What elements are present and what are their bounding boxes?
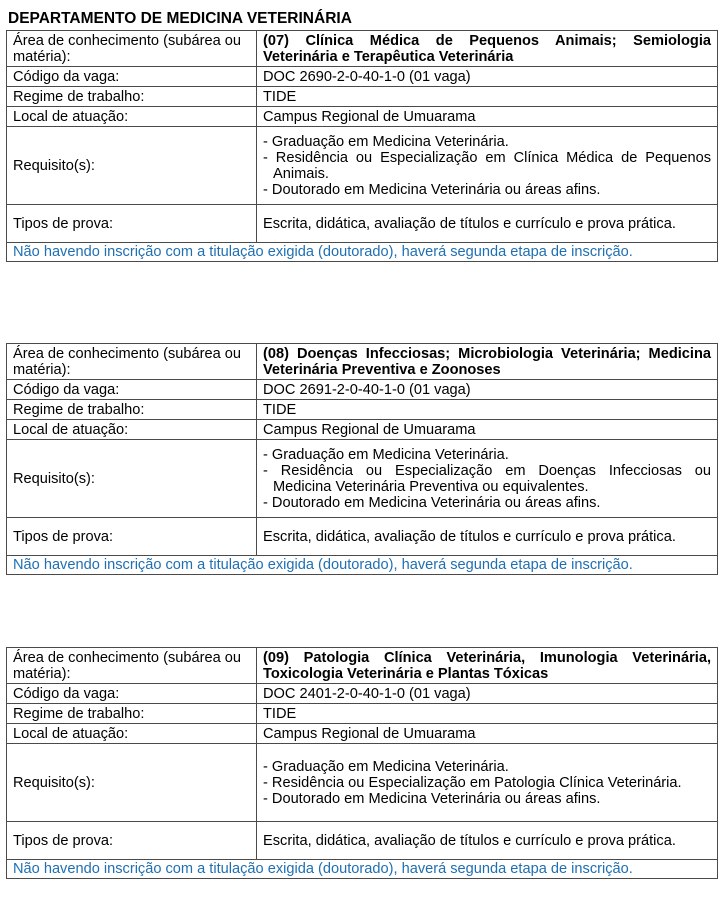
regime-label: Regime de trabalho: (7, 704, 257, 724)
local-value: Campus Regional de Umuarama (257, 724, 718, 744)
requisito-item: - Graduação em Medicina Veterinária. (263, 446, 509, 463)
requisitos-label: Requisito(s): (7, 744, 257, 822)
codigo-value: DOC 2691-2-0-40-1-0 (01 vaga) (257, 380, 718, 400)
vaga-table-07 (6, 30, 718, 262)
requisitos-label: Requisito(s): (7, 127, 257, 205)
requisito-item: - Graduação em Medicina Veterinária. (263, 758, 509, 775)
tipos-label: Tipos de prova: (7, 518, 257, 556)
area-value: (07) Clínica Médica de Pequenos Animais; Semiologia Veterinária e Terapêutica Veterinária (257, 31, 718, 67)
requisitos-value (257, 440, 718, 518)
area-label: Área de conhecimento (subárea ou matéria): (7, 344, 257, 380)
regime-value: TIDE (257, 400, 718, 420)
regime-label: Regime de trabalho: (7, 400, 257, 420)
codigo-value: DOC 2690-2-0-40-1-0 (01 vaga) (257, 67, 718, 87)
area-value: (09) Patologia Clínica Veterinária, Imunologia Veterinária, Toxicologia Veterinária e Plantas Tóxicas (257, 648, 718, 684)
local-value: Campus Regional de Umuarama (257, 420, 718, 440)
department-title: DEPARTAMENTO DE MEDICINA VETERINÁRIA (8, 10, 352, 27)
requisito-item: - Doutorado em Medicina Veterinária ou áreas afins. (263, 494, 601, 511)
codigo-value: DOC 2401-2-0-40-1-0 (01 vaga) (257, 684, 718, 704)
requisito-item: - Residência ou Especialização em Doenças Infecciosas ou Medicina Veterinária Preventiva ou equivalentes. (263, 462, 711, 495)
nota-segunda-etapa: Não havendo inscrição com a titulação exigida (doutorado), haverá segunda etapa de inscrição. (7, 556, 718, 575)
requisitos-label: Requisito(s): (7, 440, 257, 518)
requisitos-value (257, 127, 718, 205)
requisito-item: - Residência ou Especialização em Clínica Médica de Pequenos Animais. (263, 149, 711, 182)
requisito-item: - Doutorado em Medicina Veterinária ou áreas afins. (263, 181, 601, 198)
codigo-label: Código da vaga: (7, 67, 257, 87)
requisito-item: - Doutorado em Medicina Veterinária ou áreas afins. (263, 790, 601, 807)
tipos-label: Tipos de prova: (7, 205, 257, 243)
nota-segunda-etapa: Não havendo inscrição com a titulação exigida (doutorado), haverá segunda etapa de inscrição. (7, 243, 718, 262)
codigo-label: Código da vaga: (7, 380, 257, 400)
regime-label: Regime de trabalho: (7, 87, 257, 107)
nota-segunda-etapa: Não havendo inscrição com a titulação exigida (doutorado), haverá segunda etapa de inscrição. (7, 860, 718, 879)
vaga-table-08 (6, 343, 718, 575)
tipos-value: Escrita, didática, avaliação de títulos e currículo e prova prática. (257, 205, 718, 243)
local-value: Campus Regional de Umuarama (257, 107, 718, 127)
requisitos-value (257, 744, 718, 822)
local-label: Local de atuação: (7, 724, 257, 744)
tipos-value: Escrita, didática, avaliação de títulos e currículo e prova prática. (257, 518, 718, 556)
tipos-value: Escrita, didática, avaliação de títulos e currículo e prova prática. (257, 822, 718, 860)
area-label: Área de conhecimento (subárea ou matéria): (7, 31, 257, 67)
area-value: (08) Doenças Infecciosas; Microbiologia Veterinária; Medicina Veterinária Preventiva e Zoonoses (257, 344, 718, 380)
regime-value: TIDE (257, 87, 718, 107)
tipos-label: Tipos de prova: (7, 822, 257, 860)
regime-value: TIDE (257, 704, 718, 724)
codigo-label: Código da vaga: (7, 684, 257, 704)
area-label: Área de conhecimento (subárea ou matéria): (7, 648, 257, 684)
local-label: Local de atuação: (7, 420, 257, 440)
requisito-item: - Graduação em Medicina Veterinária. (263, 133, 509, 150)
local-label: Local de atuação: (7, 107, 257, 127)
vaga-table-09 (6, 647, 718, 879)
requisito-item: - Residência ou Especialização em Patologia Clínica Veterinária. (263, 774, 682, 791)
